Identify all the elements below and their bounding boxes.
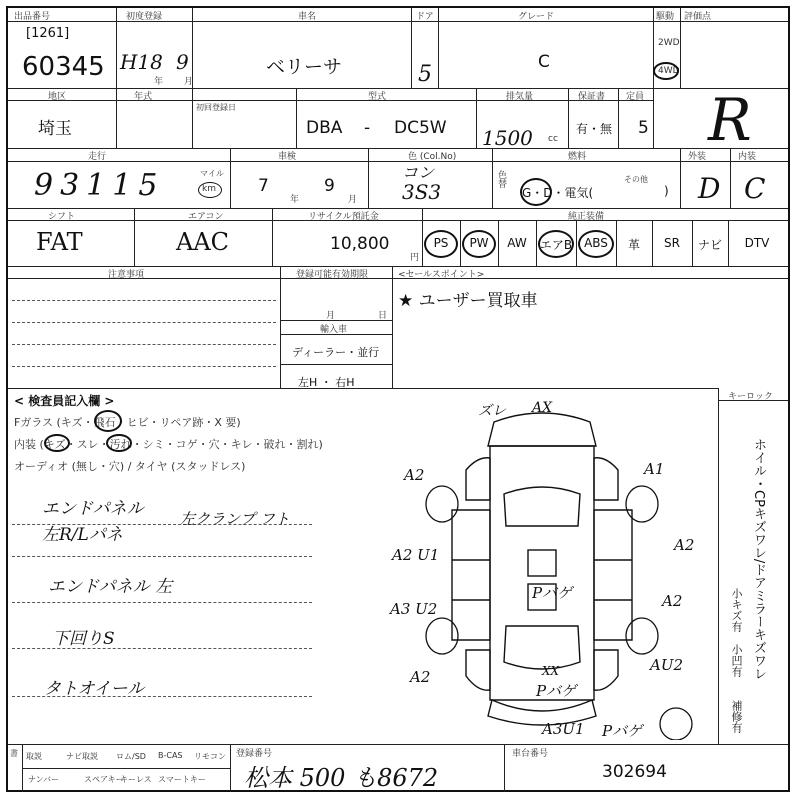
equipment-item: ABS	[584, 236, 608, 250]
note-line	[12, 366, 276, 367]
equipment-item: ナビ	[697, 238, 722, 252]
year-unit: 年	[154, 77, 164, 87]
drive-label: 駆動	[656, 12, 675, 22]
divider	[192, 88, 193, 148]
divider	[280, 266, 281, 388]
diagram-mark: XX	[542, 664, 560, 678]
handwritten-note: エンドパネル 左	[48, 577, 173, 597]
divider	[280, 364, 392, 365]
aircon-value: AAC	[176, 228, 230, 256]
model-prefix: DBA	[306, 118, 343, 138]
divider	[476, 88, 477, 148]
divider	[536, 220, 537, 266]
footer-side-label: 書	[10, 749, 18, 758]
divider	[411, 8, 412, 88]
glass-line: Fガラス (キズ・飛石・ヒビ・リペア跡・X 要)	[14, 416, 241, 429]
first-reg-month: 9	[176, 50, 189, 74]
footer-header: ロム/SD	[116, 752, 146, 761]
equipment-item: PW	[469, 236, 489, 250]
row1-bottom-line	[8, 88, 788, 89]
footer-row2-item: スマートキー	[158, 775, 206, 784]
diagram-mark: A2 U1	[392, 546, 440, 564]
divider	[230, 744, 231, 792]
footer-row2-item: スペアキー	[84, 775, 124, 784]
handwritten-note: 左クランプ フト	[180, 510, 290, 528]
month-unit: 月	[184, 77, 194, 87]
footer-row2-item: キーレス	[120, 775, 152, 784]
lot-label: 出品番号	[14, 12, 51, 22]
doors-value: 5	[418, 62, 432, 87]
warranty-label: 保証書	[578, 92, 606, 102]
footer-header: ナビ取説	[66, 752, 98, 761]
drive-2wd: 2WD	[658, 38, 680, 48]
footer-row-label: ナンバー	[28, 775, 60, 784]
divider	[498, 220, 499, 266]
divider	[728, 220, 729, 266]
interior-circle	[44, 434, 70, 452]
divider	[652, 220, 653, 266]
equipment-label: 純正装備	[568, 212, 605, 222]
row5-bottom-line	[8, 388, 718, 389]
warranty-value: 有・無	[576, 122, 613, 136]
first-reg-date-label: 初回登録日	[196, 103, 236, 112]
mileage-unit-mile: マイル	[200, 169, 224, 178]
drive-circle	[653, 62, 679, 80]
diagram-mark: Pバゲ	[602, 722, 643, 740]
car-name-label: 車名	[298, 12, 317, 22]
reg-month-unit: 月	[326, 311, 336, 321]
divider	[116, 8, 117, 148]
divider	[272, 208, 273, 266]
year-label: 年式	[134, 92, 153, 102]
chassis-number: 302694	[602, 762, 667, 782]
recycle-label: リサイクル預託金	[308, 212, 379, 222]
interior-circle	[106, 434, 132, 452]
right-column-legend: ホイル・CPキズワレ/ドアミラーキズワレ	[751, 438, 766, 681]
fuel-other: その他	[624, 175, 648, 184]
first-reg-era: H18	[120, 50, 163, 74]
interior-label: 内装	[738, 152, 757, 162]
divider	[504, 744, 505, 792]
shift-value: FAT	[36, 228, 83, 256]
sales-point-text: ★ ユーザー買取車	[398, 291, 538, 311]
diagram-mark: Pバゲ	[536, 682, 577, 700]
note-line	[12, 322, 276, 323]
diagram-mark: A2	[410, 668, 431, 686]
footer-header: B-CAS	[158, 751, 183, 760]
grade-label: グレード	[518, 12, 555, 22]
audio-line: オーディオ (無し・穴) / タイヤ (スタッドレス)	[14, 460, 246, 473]
import-handle: 左H ・ 右H	[298, 376, 355, 389]
divider	[730, 148, 731, 208]
exterior-label: 外装	[688, 152, 707, 162]
divider	[680, 8, 681, 88]
fuel-options: G・D・電気(	[522, 186, 594, 200]
recycle-amount: 10,800	[330, 234, 390, 254]
equipment-circle	[424, 230, 458, 258]
divider	[680, 148, 681, 208]
equipment-item: AW	[507, 236, 527, 250]
note-line	[12, 300, 276, 301]
inspector-notes-label: < 検査員記入欄 >	[14, 394, 115, 408]
row2-header-line	[8, 100, 653, 101]
row3-header-line	[8, 161, 788, 162]
sales-point-label: <セールスポイント>	[398, 270, 485, 280]
row3-bottom-line	[8, 208, 788, 209]
equipment-circle	[578, 230, 614, 258]
notes-label: 注意事項	[108, 270, 145, 280]
mileage-value: 93115	[34, 168, 165, 203]
diagram-mark: A2	[404, 466, 425, 484]
handwritten-note: 下回りS	[52, 629, 115, 649]
diagram-mark: ズレ	[478, 403, 506, 419]
divider	[230, 148, 231, 208]
inspection-label: 車検	[278, 152, 297, 162]
diagram-mark: A1	[644, 460, 665, 478]
color-code: 3S3	[402, 180, 442, 204]
reg-period-label: 登録可能有効期限	[296, 270, 369, 280]
diagram-mark: AX	[532, 400, 553, 416]
divider	[718, 388, 719, 744]
aircon-label: エアコン	[188, 212, 224, 222]
capacity-label: 定員	[626, 92, 645, 102]
lot-number: 60345	[22, 52, 105, 82]
model-dash: -	[364, 118, 371, 138]
evaluation-score: R	[708, 86, 752, 154]
right-small-1: 小キズ有	[730, 588, 743, 632]
diagram-mark: Pバゲ	[532, 584, 573, 602]
note-line	[12, 556, 312, 557]
grade-value: C	[538, 52, 550, 72]
right-small-2: 小凹有	[730, 644, 743, 677]
glass-circle	[94, 410, 122, 432]
doors-label: ドア	[416, 12, 434, 22]
fuel-close: )	[664, 184, 669, 198]
equipment-item: 革	[627, 238, 640, 252]
divider	[492, 148, 493, 208]
model-code: DC5W	[394, 118, 447, 138]
lot-code: [1261]	[26, 26, 70, 41]
inspection-month: 9	[324, 176, 335, 196]
equipment-item: エアB	[539, 238, 573, 252]
fuel-label: 燃料	[568, 152, 587, 162]
auction-sheet	[6, 6, 790, 792]
right-small-3: 補修有	[730, 700, 743, 733]
equipment-item: SR	[664, 236, 680, 250]
key-label: キーロック	[728, 392, 773, 402]
mileage-unit-km: km	[202, 184, 216, 194]
evaluation-label: 評価点	[684, 12, 712, 22]
import-label: 輸入車	[320, 325, 348, 335]
reg-day-unit: 日	[378, 311, 388, 321]
fuel-circle	[520, 178, 552, 206]
drive-4wd: 4WD	[658, 66, 680, 76]
footer-header: リモコン	[194, 752, 226, 761]
shift-label: シフト	[48, 212, 76, 222]
capacity-value: 5	[638, 118, 649, 138]
model-label: 型式	[368, 92, 387, 102]
reg-number-label: 登録番号	[236, 749, 273, 759]
inspection-month-unit: 月	[348, 195, 358, 205]
reg-plate: 松本 500 も8672	[244, 764, 439, 792]
car-name: ベリーサ	[266, 56, 343, 78]
color-sub: 色替	[498, 171, 508, 190]
chassis-label: 車台番号	[512, 749, 549, 759]
diagram-mark: A3 U2	[390, 600, 438, 618]
interior-line: 内装 (キズ・スレ・汚れ・シミ・コゲ・穴・キレ・破れ・割れ)	[14, 438, 323, 451]
divider	[616, 220, 617, 266]
equipment-circle	[462, 230, 496, 258]
row2-bottom-line	[8, 148, 788, 149]
diagram-mark: AU2	[650, 656, 684, 674]
divider	[653, 8, 654, 148]
first-reg-label: 初度登録	[126, 12, 163, 22]
handwritten-note: エンドパネル	[42, 499, 144, 519]
divider	[460, 220, 461, 266]
divider	[438, 8, 439, 88]
note-line	[12, 344, 276, 345]
note-line	[12, 602, 312, 603]
color-name: コン	[402, 163, 435, 182]
equipment-item: DTV	[744, 236, 770, 250]
divider	[134, 208, 135, 266]
divider	[576, 220, 577, 266]
equipment-item: PS	[433, 236, 449, 250]
row4-header-line	[8, 220, 788, 221]
diagram-mark: A2	[674, 536, 695, 554]
region-value: 埼玉	[38, 119, 72, 139]
footer-top-line	[8, 744, 788, 745]
diagram-mark: A3U1	[542, 720, 585, 738]
equipment-circle	[538, 230, 574, 258]
footer-header: 取説	[26, 752, 42, 761]
displacement-value: 1500	[482, 126, 533, 150]
divider	[280, 320, 392, 321]
divider	[568, 88, 569, 148]
exterior-grade: D	[698, 172, 721, 205]
displacement-unit: cc	[548, 134, 558, 144]
color-label: 色 (Col.No)	[408, 152, 457, 162]
inspection-year: 7	[258, 176, 269, 196]
divider	[22, 768, 230, 769]
mileage-label: 走行	[88, 152, 107, 162]
recycle-unit: 円	[410, 253, 420, 263]
divider	[368, 148, 369, 208]
displacement-label: 排気量	[506, 92, 534, 102]
divider	[392, 266, 393, 388]
handwritten-note: 左R/Lパネ	[42, 525, 123, 545]
divider	[296, 88, 297, 148]
diagram-mark: A2	[662, 592, 683, 610]
import-type: ディーラー・並行	[292, 346, 380, 359]
interior-grade: C	[744, 172, 766, 205]
handwritten-note: タトオイール	[44, 679, 145, 699]
region-label: 地区	[48, 92, 67, 102]
inspection-year-unit: 年	[290, 195, 300, 205]
divider	[618, 88, 619, 148]
divider	[692, 220, 693, 266]
